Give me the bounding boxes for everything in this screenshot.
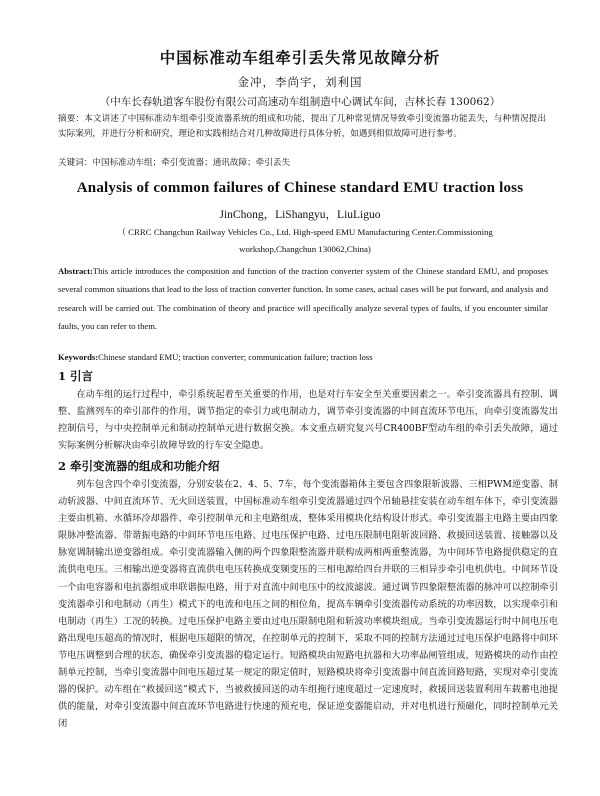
section-1-body — [58, 386, 558, 454]
english-affiliation: （ CRRC Changchun Railway Vehicles Co., Ltd. High-speed EMU Manufacturing Center.Commissioning workshop,Changchun 130062,China) — [117, 227, 493, 254]
paragraph: 在动车组的运行过程中，牵引系统起着至关重要的作用，也是对行车安全至关重要因素之一。牵引变流器具有控制、调整、监测列车的牵引部件的作用，调节指定的牵引力或电制动力，调节牵引变流器的中间直流环节电压，向牵引变流器发出控制信号，与中央控制单元和制动控制单元进行数据交换。本文重点研究复兴号CR400BF型动车组的牵引丢失故障，通过实际案例分析解决由牵引故障导致的行车安全隐患。 — [58, 389, 558, 452]
english-abstract — [58, 262, 548, 336]
chinese-affiliation: （中车长春轨道客车股份有限公司高速动车组制造中心调试车间，吉林长春 130062） — [99, 96, 501, 108]
section-2-body — [58, 476, 558, 732]
section-1-heading: 1 引言 — [58, 369, 94, 383]
chinese-authors: 金冲，李尚宇，刘利国 — [237, 75, 363, 89]
english-keywords — [58, 352, 548, 362]
section-2-heading: 2 牵引变流器的组成和功能介绍 — [58, 459, 220, 473]
chinese-keywords: 关键词：中国标准动车组；牵引变流器；通讯故障；牵引丢失 — [58, 158, 291, 168]
english-title: Analysis of common failures of Chinese standard EMU traction loss — [76, 180, 524, 196]
keywords-label: Keywords: — [58, 352, 99, 362]
keywords-text: Chinese standard EMU; traction converter; communication failure; traction loss — [98, 352, 373, 362]
english-authors: JinChong，LiShangyu，LiuLiguo — [219, 209, 381, 221]
chinese-title: 中国标准动车组牵引丢失常见故障分析 — [159, 48, 441, 67]
abstract-label: Abstract: — [58, 266, 93, 276]
paragraph: 列车包含四个牵引变流器，分别安装在2、4、5、7车，每个变流器箱体主要包含四象限斩波器、三相PWM逆变器、制动斩波器、中间直流环节、无火回送装置，中国标准动车组牵引变流器通过四个吊轴悬挂安装在动车组车体下，牵引变流器主要由机箱、水循环冷却器件、牵引控制单元和主电路组成，整体采用模块化结构设计形式。牵引变流器主电路主要由四象限脉冲整流器、带谐振电路的中间环节电压电路、过电压保护电路、过电压限制电阻斩波回路、救援回送装置、接触器以及脉宽调制输出逆变器组成。牵引变流器输入侧的两个四象限整流器并联构成两相两重整流器，为中间环节电路提供稳定的直流供电电压。三相输出逆变器将直流供电电压转换成变频变压的三相电源给四台并联的三相异步牵引电机供电。中间环节设一个由电容器和电抗器组成串联谐振电路，用于对直流中间电压中的纹波滤波。通过调节四象限整流器的脉冲可以控制牵引变流器牵引和电制动（再生）模式下的电流和电压之间的相位角，提高车辆牵引变流器传动系统的功率因数，以实现牵引和电制动（再生）工况的转换。过电压保护电路主要由过电压限制电阻和斩波功率模块组成。当牵引变流器运行时中间电压电路出现电压超高的情况时，根据电压超限的情况，在控制单元的控制下，采取不同的控制方法通过过电压保护电路将中间环节电压调整到合理的状态，确保牵引变流器的稳定运行。短路模块由短路电抗器和大功率晶闸管组成，短路模块的动作由控制单元控制，当牵引变流器中间电压超过某一规定的限定值时，短路模块将牵引变流器中间直流回路短路，实现对牵引变流器的保护。动车组在“救援回送”模式下，当被救援回送的动车组拖行速度超过一定速度时，救援回送装置利用车载蓄电池提供的能量，对牵引变流器中间直流环节电路进行快速的预充电，保证逆变器能启动，并对电机进行预磁化，同时控制单元关闭 — [58, 479, 558, 730]
abstract-text: This article introduces the composition and function of the traction converter system of the Chinese standard EMU, and proposes several common situations that lead to the loss of traction converter function. In some cases, actual cases will be put forward, and analysis and research will be carried out. The combination of theory and practice will specifically analyze several types of faults, if you encounter similar faults, you can refer to them. — [58, 266, 548, 332]
chinese-abstract: 摘要：本文讲述了中国标准动车组牵引变流器系统的组成和功能，提出了几种常见情况导致牵引变流器功能丢失，与种情况提出实际案列，并进行分析和研究，理论和实践相结合对几种故障进行具体分析，如遇到相似故障可进行参考。 — [58, 114, 546, 139]
